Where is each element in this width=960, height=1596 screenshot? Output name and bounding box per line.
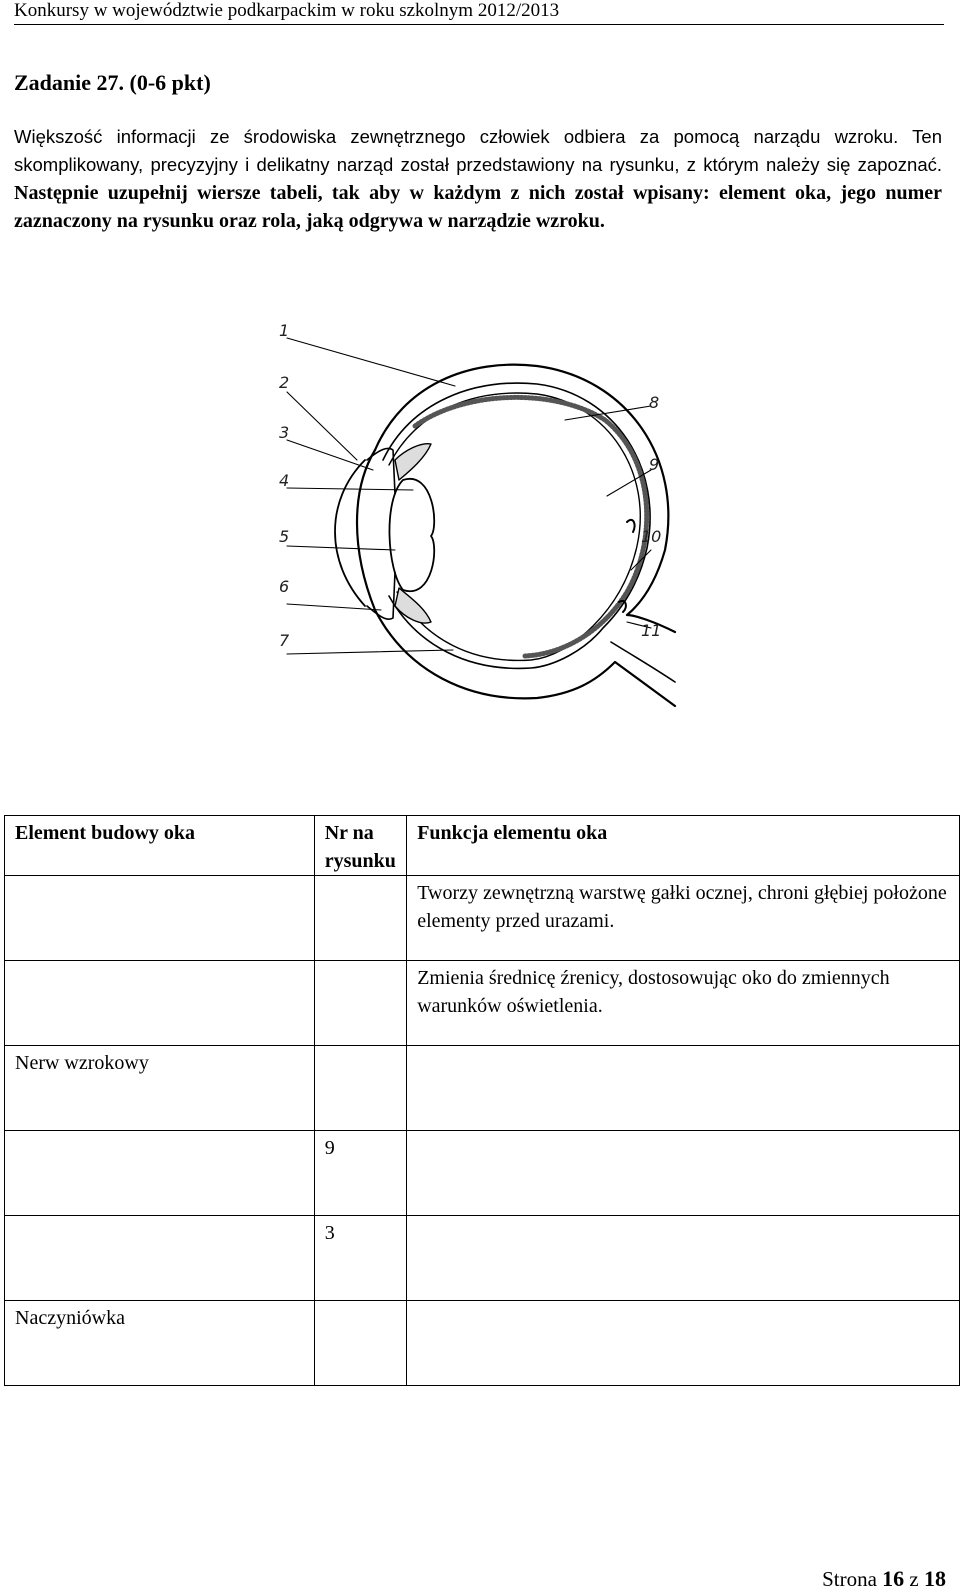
task-title: Zadanie 27. (0-6 pkt) (14, 70, 211, 95)
footer-page-number: 16 (882, 1566, 905, 1591)
cell-number: 9 (314, 1131, 406, 1216)
label-5: 5 (279, 527, 290, 546)
header-function: Funkcja elementu oka (407, 816, 960, 876)
cell-number[interactable] (314, 876, 406, 961)
cell-function[interactable] (407, 1131, 960, 1216)
cell-function[interactable] (407, 1301, 960, 1386)
label-3: 3 (279, 423, 290, 442)
intro-text: Większość informacji ze środowiska zewnętrznego człowiek odbiera za pomocą narządu wzroku. Ten skomplikowany, precyzyjny i delikatny narząd został przedstawiony na rysunku, z którym należy się zapoznać. (14, 126, 942, 175)
footer-prefix: Strona (822, 1567, 883, 1591)
cell-function[interactable] (407, 1216, 960, 1301)
cell-function[interactable] (407, 1046, 960, 1131)
eye-diagram (255, 310, 695, 730)
label-2: 2 (279, 373, 290, 392)
cell-number[interactable] (314, 961, 406, 1046)
cell-number[interactable] (314, 1046, 406, 1131)
page-footer (822, 1566, 946, 1592)
eye-cross-section (255, 310, 695, 730)
cell-element[interactable] (5, 1131, 315, 1216)
label-1: 1 (279, 321, 290, 340)
header-number: Nr na rysunku (314, 816, 406, 876)
label-6: 6 (279, 577, 290, 596)
page-header: Konkursy w województwie podkarpackim w roku szkolnym 2012/2013 (14, 0, 944, 25)
footer-middle: z (904, 1567, 924, 1591)
cell-number[interactable] (314, 1301, 406, 1386)
table-row (5, 876, 960, 961)
label-11: 11 (641, 621, 662, 640)
cell-function: Tworzy zewnętrzną warstwę gałki ocznej, chroni głębiej położone elementy przed urazami. (407, 876, 960, 961)
header-element: Element budowy oka (5, 816, 315, 876)
cell-element[interactable] (5, 961, 315, 1046)
label-4: 4 (279, 471, 290, 490)
table-row (5, 1216, 960, 1301)
footer-page-total: 18 (924, 1566, 946, 1591)
answer-table (4, 815, 960, 1386)
table-header-row (5, 816, 960, 876)
intro-instruction-bold: Następnie uzupełnij wiersze tabeli, tak aby w każdym z nich został wpisany: element oka, jego numer zaznaczony na rysunku oraz rola, jaką odgrywa w narządzie wzroku. (14, 182, 942, 232)
label-9: 9 (649, 455, 660, 474)
cell-element[interactable] (5, 876, 315, 961)
table-row (5, 961, 960, 1046)
cell-element[interactable] (5, 1216, 315, 1301)
table-row (5, 1131, 960, 1216)
label-10: 10 (641, 527, 662, 546)
cell-element: Naczyniówka (5, 1301, 315, 1386)
table-row (5, 1046, 960, 1131)
table-row (5, 1301, 960, 1386)
label-8: 8 (649, 393, 660, 412)
task-instructions (14, 123, 942, 235)
label-7: 7 (279, 631, 290, 650)
cell-element: Nerw wzrokowy (5, 1046, 315, 1131)
cell-function: Zmienia średnicę źrenicy, dostosowując oko do zmiennych warunków oświetlenia. (407, 961, 960, 1046)
cell-number: 3 (314, 1216, 406, 1301)
